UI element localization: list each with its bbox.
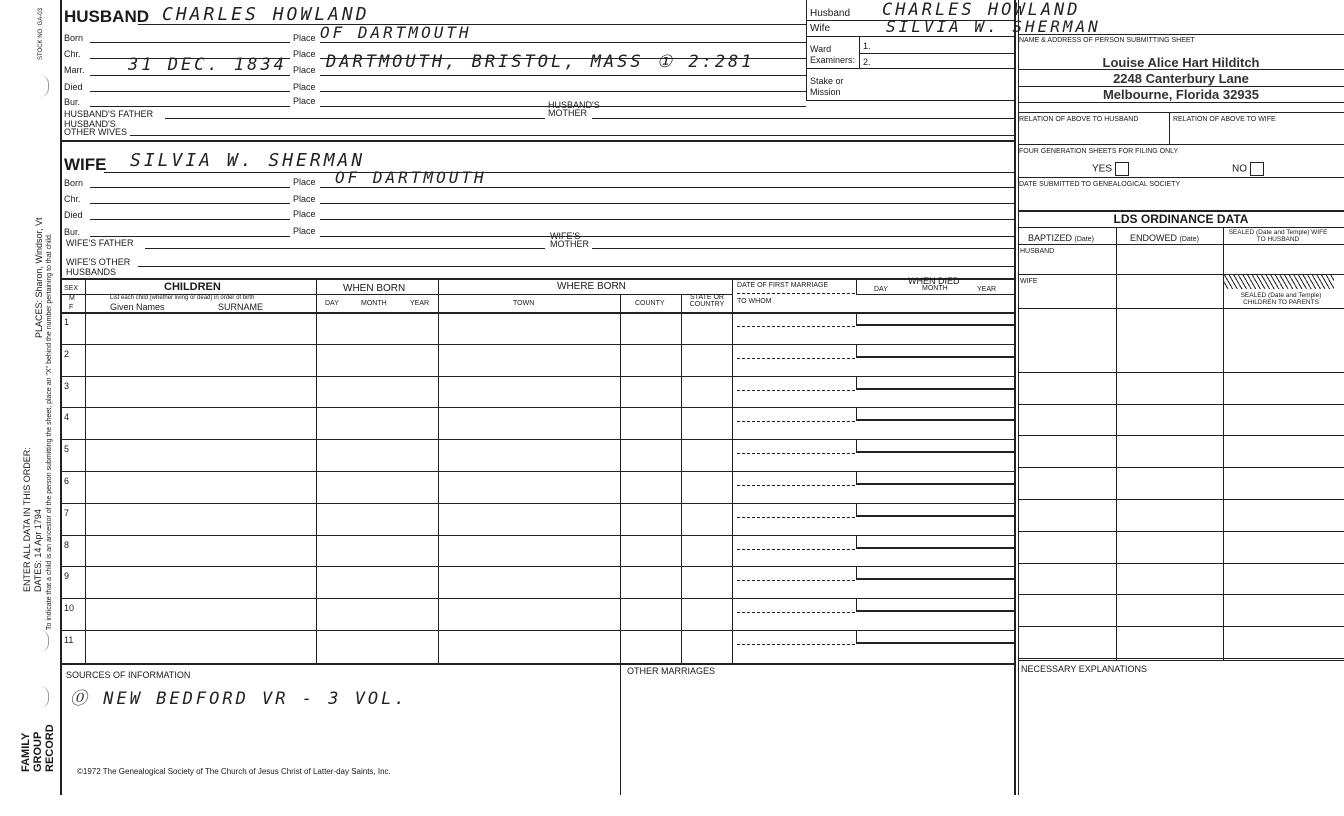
wife-name-value[interactable]: SILVIA W. SHERMAN: [130, 150, 366, 171]
lds-row-divider: [1018, 404, 1344, 405]
child-row-number: 7: [64, 508, 70, 518]
husband-title: HUSBAND: [64, 7, 149, 26]
husband-marr-label: Marr.: [64, 65, 85, 75]
tr-wife-line: [806, 36, 1014, 37]
husband-other-wives-line: [130, 135, 1014, 136]
tr-ward-mid-line: [859, 53, 1014, 54]
tr-ward-divider: [859, 36, 860, 68]
four-gen-no[interactable]: NO: [1232, 162, 1264, 176]
husband-mother-label: HUSBAND'S MOTHER: [548, 100, 600, 118]
lds-row-divider: [1018, 435, 1344, 436]
child-died-tick: [856, 598, 857, 610]
lds-row-divider: [1018, 658, 1344, 659]
col-died-day: DAY: [874, 286, 888, 293]
child-row-divider: [60, 630, 1014, 631]
husband-section-bottom-border: [60, 140, 1014, 142]
col-born-month: MONTH: [361, 300, 387, 307]
husband-born-place-value[interactable]: OF DARTMOUTH: [320, 23, 472, 42]
child-marriage-dash: [737, 580, 855, 581]
form-left-border: [60, 0, 62, 795]
child-marriage-dash: [737, 644, 855, 645]
husband-mother-line: [592, 118, 1014, 119]
child-died-tick: [856, 566, 857, 578]
col-sex: SEX: [64, 285, 79, 292]
child-marriage-dash: [737, 485, 855, 486]
col-town: TOWN: [513, 300, 535, 307]
relation-wife-label: RELATION OF ABOVE TO WIFE: [1173, 116, 1276, 123]
child-row-divider: [60, 535, 1014, 536]
tr-husband-value[interactable]: CHARLES HOWLAND: [882, 0, 1081, 20]
child-marriage-dash: [737, 517, 855, 518]
wife-chr-label: Chr.: [64, 194, 81, 204]
lds-row-divider: [1018, 467, 1344, 468]
submitter-city: Melbourne, Florida 32935: [1102, 87, 1260, 102]
tr-husband-label: Husband: [810, 8, 851, 19]
child-died-tick: [856, 471, 857, 483]
child-marriage-dash: [737, 390, 855, 391]
sources-value[interactable]: ⓪ NEW BEDFORD VR - 3 VOL.: [70, 689, 408, 709]
enter-order-note: ENTER ALL DATA IN THIS ORDER:: [22, 447, 32, 592]
punch-hole-mark: [40, 630, 49, 652]
lds-hatched-cell: [1224, 275, 1334, 289]
child-died-line: [856, 642, 1014, 644]
husband-marr-date-line: [90, 75, 290, 76]
col-children-instruction: List each child (whether living or dead) in order of birth: [110, 295, 255, 301]
lds-sealed-wife-header: SEALED (Date and Temple) WIFE TO HUSBAND: [1228, 229, 1328, 243]
lds-header-bottom: [1018, 308, 1344, 309]
child-row-number: 8: [64, 540, 70, 550]
wife-mother-line: [592, 248, 1014, 249]
child-died-tick: [856, 376, 857, 388]
col-state: STATE OR COUNTRY: [689, 294, 725, 308]
child-row-number: 3: [64, 381, 70, 391]
children-town-divider: [620, 294, 621, 663]
submitter-street: 2248 Canterbury Lane: [1113, 71, 1249, 86]
explanations-label: NECESSARY EXPLANATIONS: [1021, 664, 1148, 674]
col-born-year: YEAR: [410, 300, 430, 307]
dates-note: DATES: 14 Apr 1794: [33, 509, 43, 592]
husband-other-wives-label: HUSBAND'S OTHER WIVES: [64, 119, 128, 137]
child-died-line: [856, 515, 1014, 517]
husband-died-place-label: Place: [293, 82, 316, 92]
husband-died-place-line: [320, 91, 806, 92]
husband-born-place-label: Place: [293, 33, 316, 43]
submitter-name: Louise Alice Hart Hilditch: [1102, 55, 1260, 70]
child-marriage-dash: [737, 612, 855, 613]
bottom-section-top: [60, 663, 1014, 665]
child-died-tick: [856, 503, 857, 515]
four-gen-label: FOUR GENERATION SHEETS FOR FILING ONLY: [1019, 148, 1179, 155]
died-header-line: [856, 294, 1014, 295]
child-row-number: 6: [64, 476, 70, 486]
husband-chr-label: Chr.: [64, 49, 81, 59]
husband-born-label: Born: [64, 33, 84, 43]
col-surname: SURNAME: [218, 302, 264, 312]
wife-bur-label: Bur.: [64, 227, 81, 237]
four-gen-yes[interactable]: YES: [1092, 162, 1129, 176]
wife-bur-date-line: [90, 236, 290, 237]
child-row-number: 1: [64, 317, 70, 327]
lds-row-divider: [1018, 531, 1344, 532]
husband-born-place-line: [320, 42, 806, 43]
children-header-bottom: [60, 312, 1014, 314]
top-right-box-border: [806, 0, 807, 100]
lds-row-divider: [1018, 594, 1344, 595]
tr-ward-label: Ward Examiners:: [810, 44, 856, 65]
yes-checkbox[interactable]: [1115, 162, 1129, 176]
submitter-line-1: [1018, 69, 1344, 70]
child-died-tick: [856, 439, 857, 451]
wife-title: WIFE: [64, 155, 107, 174]
husband-father-label: HUSBAND'S FATHER: [64, 109, 154, 119]
lds-row-divider: [1018, 563, 1344, 564]
wife-died-date-line: [90, 219, 290, 220]
sources-label: SOURCES OF INFORMATION: [66, 670, 191, 680]
form-right-divider: [1014, 0, 1016, 795]
wife-died-place-label: Place: [293, 209, 316, 219]
children-county-divider: [681, 294, 682, 663]
col-where-born: WHERE BORN: [557, 281, 626, 292]
tr-wife-label: Wife: [810, 23, 830, 34]
husband-father-line: [165, 118, 545, 119]
child-died-line: [856, 578, 1014, 580]
lds-title: LDS ORDINANCE DATA: [1113, 212, 1249, 226]
wife-name-line: [104, 172, 1014, 173]
children-header-midline: [60, 294, 316, 295]
lds-husband-label: HUSBAND: [1020, 248, 1055, 255]
child-row-number: 9: [64, 571, 70, 581]
lds-col-divider-1: [1116, 227, 1117, 661]
wife-died-label: Died: [64, 210, 83, 220]
col-died-year: YEAR: [977, 286, 997, 293]
col-when-born: WHEN BORN: [343, 283, 406, 294]
child-row-divider: [60, 376, 1014, 377]
children-died-divider: [856, 278, 857, 294]
child-died-line: [856, 610, 1014, 612]
lds-wife-label: WIFE: [1020, 278, 1038, 285]
child-marriage-dash: [737, 421, 855, 422]
submitter-top-line: [1018, 34, 1344, 35]
tr-box-bottom-line: [806, 100, 1014, 101]
col-children-title: CHILDREN: [164, 281, 221, 293]
child-died-line: [856, 324, 1014, 326]
submitter-line-3: [1018, 102, 1344, 103]
husband-bur-date-line: [90, 106, 290, 107]
first-marriage-dash: [737, 293, 855, 294]
child-died-line: [856, 388, 1014, 390]
wife-father-label: WIFE'S FATHER: [66, 238, 134, 248]
lds-col-divider-2: [1223, 227, 1224, 661]
places-note: PLACES: Sharon, Windsor, Vt: [34, 217, 44, 338]
child-marriage-dash: [737, 358, 855, 359]
relation-husband-label: RELATION OF ABOVE TO HUSBAND: [1019, 116, 1139, 123]
lds-row-divider: [1018, 626, 1344, 627]
relation-bottom-line: [1018, 144, 1344, 145]
submitter-line-2: [1018, 86, 1344, 87]
col-to-whom: TO WHOM: [737, 298, 772, 305]
stock-number: STOCK NO. GA-03: [38, 8, 44, 60]
child-row-number: 10: [64, 603, 75, 613]
wife-section-bottom-border: [60, 278, 1014, 280]
child-died-tick: [856, 407, 857, 419]
tr-ward-1: 1.: [863, 41, 871, 51]
ancestor-note: To indicate that a child is an ancestor of the person submitting the sheet, place an "X" behind the number pertaining to that child.: [46, 233, 53, 630]
lds-sealed-children-header: SEALED (Date and Temple) CHILDREN TO PARENTS: [1240, 292, 1322, 306]
child-died-line: [856, 483, 1014, 485]
child-row-number: 4: [64, 412, 70, 422]
lds-row-divider: [1018, 499, 1344, 500]
wife-born-label: Born: [64, 178, 84, 188]
child-row-number: 5: [64, 444, 70, 454]
col-born-day: DAY: [325, 300, 339, 307]
family-group-record-title: FAMILY GROUP RECORD: [20, 724, 56, 772]
tr-wife-value[interactable]: SILVIA W. SHERMAN: [886, 17, 1101, 36]
husband-chr-place-label: Place: [293, 49, 316, 59]
tr-ward-2: 2.: [863, 57, 871, 67]
wife-chr-date-line: [90, 203, 290, 204]
husband-died-date-line: [90, 91, 290, 92]
child-row-divider: [60, 503, 1014, 504]
child-died-line: [856, 451, 1014, 453]
child-died-tick: [856, 312, 857, 324]
lds-endowed-header: ENDOWED (Date): [1130, 233, 1199, 243]
date-submitted-top-line: [1018, 177, 1344, 178]
child-died-line: [856, 547, 1014, 549]
child-row-number: 11: [64, 635, 74, 645]
child-died-line: [856, 356, 1014, 358]
other-marriages-label: OTHER MARRIAGES: [627, 666, 716, 676]
wife-father-line: [145, 248, 545, 249]
relation-top-line: [1018, 112, 1344, 113]
wife-born-date-line: [90, 187, 290, 188]
husband-marr-place-line: [320, 75, 806, 76]
wife-born-place-label: Place: [293, 177, 316, 187]
husband-born-date-line: [90, 42, 290, 43]
lds-header-line: [1018, 227, 1344, 228]
submitter-label: NAME & ADDRESS OF PERSON SUBMITTING SHEET: [1019, 37, 1195, 44]
husband-marr-place-value[interactable]: DARTMOUTH, BRISTOL, MASS ① 2:281: [326, 52, 755, 72]
child-marriage-dash: [737, 549, 855, 550]
husband-bur-label: Bur.: [64, 97, 81, 107]
punch-hole-mark: [40, 686, 49, 708]
wife-other-husbands-line: [138, 266, 1014, 267]
col-given-names: Given Names: [110, 302, 165, 312]
punch-hole-mark: [40, 75, 49, 97]
bottom-right-top: [1018, 660, 1344, 661]
col-sex-f: F: [69, 304, 74, 311]
wife-bur-place-label: Place: [293, 226, 316, 236]
child-row-number: 2: [64, 349, 70, 359]
child-row-divider: [60, 471, 1014, 472]
wife-mother-label: WIFE'S MOTHER: [550, 231, 589, 249]
child-marriage-dash: [737, 453, 855, 454]
child-died-tick: [856, 630, 857, 642]
col-sex-m: M: [69, 295, 75, 302]
wife-died-place-line: [320, 219, 1014, 220]
no-checkbox[interactable]: [1250, 162, 1264, 176]
wife-other-husbands-label: WIFE'S OTHER HUSBANDS: [66, 257, 131, 277]
wife-bur-place-line: [320, 236, 1014, 237]
child-died-tick: [856, 344, 857, 356]
bottom-divider: [620, 663, 621, 795]
lds-subheader-line: [1018, 244, 1344, 245]
husband-died-label: Died: [64, 82, 83, 92]
child-row-divider: [60, 566, 1014, 567]
submitter-address: [1018, 55, 1344, 103]
date-submitted-label: DATE SUBMITTED TO GENEALOGICAL SOCIETY: [1019, 181, 1181, 188]
child-marriage-dash: [737, 326, 855, 327]
child-row-divider: [60, 407, 1014, 408]
copyright-notice: ©1972 The Genealogical Society of The Church of Jesus Christ of Latter-day Saints, Inc.: [77, 767, 391, 776]
col-first-marriage: DATE OF FIRST MARRIAGE: [737, 282, 829, 289]
husband-bur-place-label: Place: [293, 96, 316, 106]
husband-marr-place-label: Place: [293, 65, 316, 75]
wife-chr-place-line: [320, 203, 1014, 204]
child-row-divider: [60, 439, 1014, 440]
child-row-divider: [60, 344, 1014, 345]
husband-name-value[interactable]: CHARLES HOWLAND: [162, 4, 370, 25]
child-row-divider: [60, 598, 1014, 599]
wife-born-place-line: [320, 187, 1014, 188]
child-died-line: [856, 419, 1014, 421]
col-died-month: MONTH: [922, 285, 948, 292]
tr-ward-bottom-line: [806, 68, 1014, 69]
tr-stake-label: Stake or Mission: [810, 76, 844, 97]
col-when-died: WHEN DIED: [908, 276, 960, 286]
child-died-tick: [856, 535, 857, 547]
wife-chr-place-label: Place: [293, 194, 316, 204]
husband-marr-date-value[interactable]: 31 DEC. 1834: [128, 55, 287, 75]
lds-baptized-header: BAPTIZED (Date): [1028, 233, 1094, 243]
wife-born-place-value[interactable]: OF DARTMOUTH: [335, 168, 487, 187]
when-born-subline: [316, 294, 438, 295]
col-county: COUNTY: [635, 300, 665, 307]
relation-divider: [1169, 112, 1170, 144]
lds-row-divider: [1018, 372, 1344, 373]
